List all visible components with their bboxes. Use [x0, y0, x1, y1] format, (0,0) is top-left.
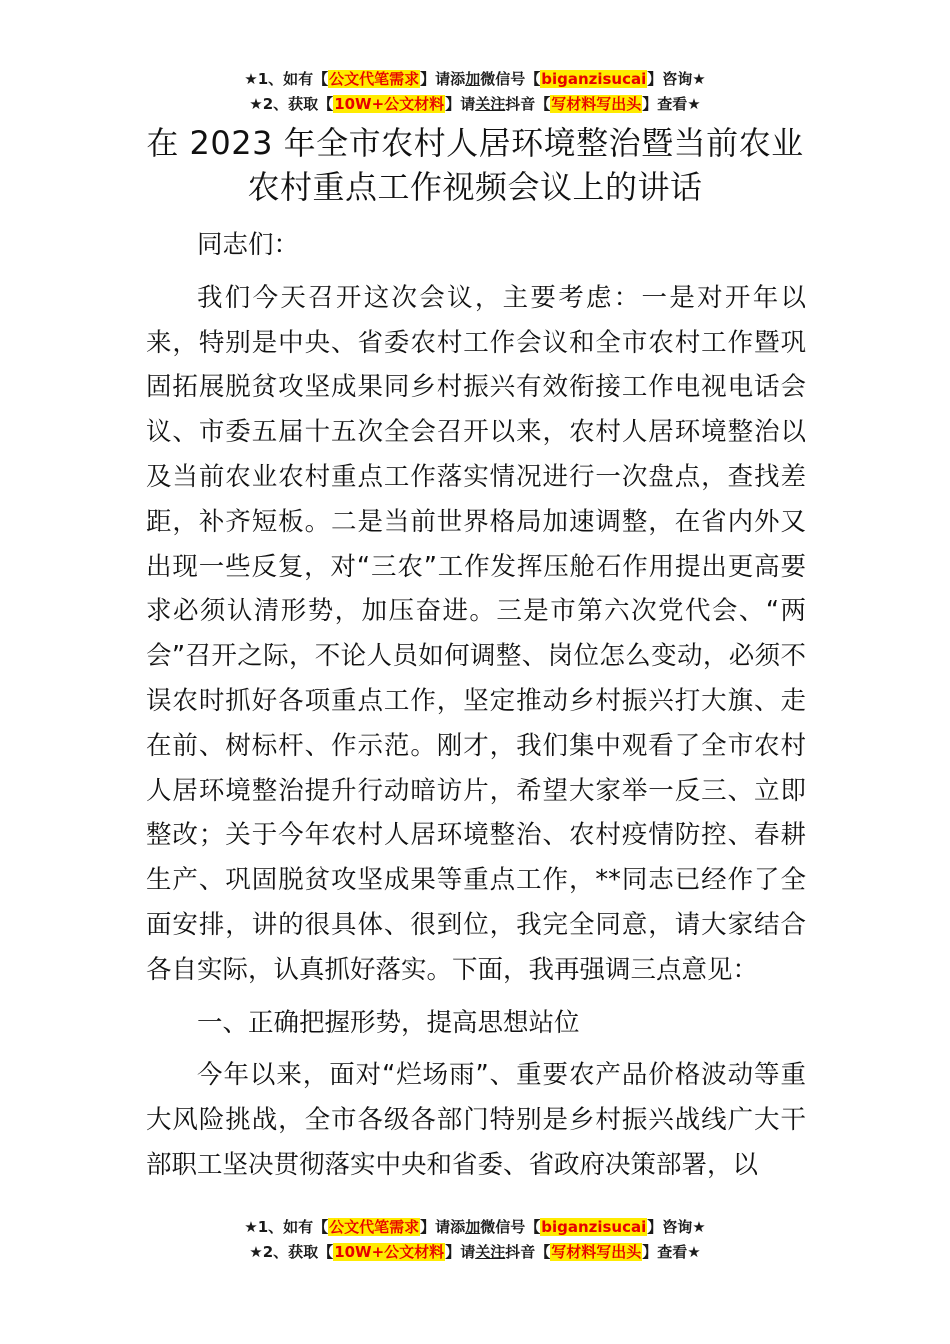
title-line-2: 农村重点工作视频会议上的讲话: [247, 168, 703, 206]
banner-line-2: [0, 1240, 950, 1265]
banner-text: 】查看★: [642, 1243, 701, 1261]
banner-text: 抖音【: [505, 95, 551, 113]
banner-text: ★2、获取【: [249, 1243, 334, 1261]
banner-text: ★1、如有【: [244, 70, 329, 88]
section-heading-1: 一、正确把握形势，提高思想站位: [197, 1007, 580, 1038]
paragraph-2: 今年以来，面对“烂场雨”、重要农产品价格波动等重大风险挑战，全市各级各部门特别是乡村振兴战线广大干部职工坚决贯彻落实中央和省委、省政府决策部署，以: [146, 1060, 806, 1180]
banner-text: 】请: [445, 95, 476, 113]
banner-highlight-wechat: biganzisucai: [541, 1218, 647, 1236]
title-line-1: 在 2023 年全市农村人居环境整治暨当前农业: [146, 124, 804, 162]
banner-text: 关注: [475, 95, 506, 113]
banner-highlight-service: 公文代笔需求: [329, 1218, 420, 1236]
banner-text: 】请添: [420, 70, 466, 88]
banner-text: 】查看★: [642, 95, 701, 113]
banner-highlight-materials: 10W+公文材料: [334, 95, 445, 113]
paragraph-1: 我们今天召开这次会议，主要考虑：一是对开年以来，特别是中央、省委农村工作会议和全市农村工作暨巩固拓展脱贫攻坚成果同乡村振兴有效衔接工作电视电话会议、市委五届十五次全会召开以来，农村人居环境整治以及当前农业农村重点工作落实情况进行一次盘点，查找差距，补齐短板。二是当前世界格局加速调整，在省内外又出现一些反复，对“三农”工作发挥压舱石作用提出更高要求必须认清形势，加压奋进。三是市第六次党代会、“两会”召开之际，不论人员如何调整、岗位怎么变动，必须不误农时抓好各项重点工作，坚定推动乡村振兴打大旗、走在前、树标杆、作示范。刚才，我们集中观看了全市农村人居环境整治提升行动暗访片，希望大家举一反三、立即整改；关于今年农村人居环境整治、农村疫情防控、春耕生产、巩固脱贫攻坚成果等重点工作，**同志已经作了全面安排，讲的很具体、很到位，我完全同意，请大家结合各自实际，认真抓好落实。下面，我再强调三点意见：: [146, 282, 806, 985]
bottom-banner: [0, 1215, 950, 1265]
document-body: [146, 223, 806, 1188]
banner-highlight-douyin: 写材料写出头: [551, 1243, 642, 1261]
salutation: 同志们：: [197, 230, 300, 260]
banner-text: 】咨询★: [647, 1218, 706, 1236]
banner-text: ★2、获取【: [249, 95, 334, 113]
banner-highlight-materials: 10W+公文材料: [334, 1243, 445, 1261]
document-title: [0, 121, 950, 209]
banner-highlight-service: 公文代笔需求: [329, 70, 420, 88]
top-banner: [0, 67, 950, 117]
banner-line-1: [0, 67, 950, 92]
banner-text: 】请: [445, 1243, 476, 1261]
banner-text: 】咨询★: [647, 70, 706, 88]
banner-highlight-douyin: 写材料写出头: [551, 95, 642, 113]
banner-text: 加: [465, 70, 481, 88]
banner-text: 微信号【: [480, 1218, 541, 1236]
banner-text: ★1、如有【: [244, 1218, 329, 1236]
banner-text: 微信号【: [480, 70, 541, 88]
banner-text: 】请添: [420, 1218, 466, 1236]
banner-text: 加: [465, 1218, 481, 1236]
banner-line-1: [0, 1215, 950, 1240]
banner-line-2: [0, 92, 950, 117]
banner-highlight-wechat: biganzisucai: [541, 70, 647, 88]
banner-text: 关注: [475, 1243, 506, 1261]
banner-text: 抖音【: [505, 1243, 551, 1261]
